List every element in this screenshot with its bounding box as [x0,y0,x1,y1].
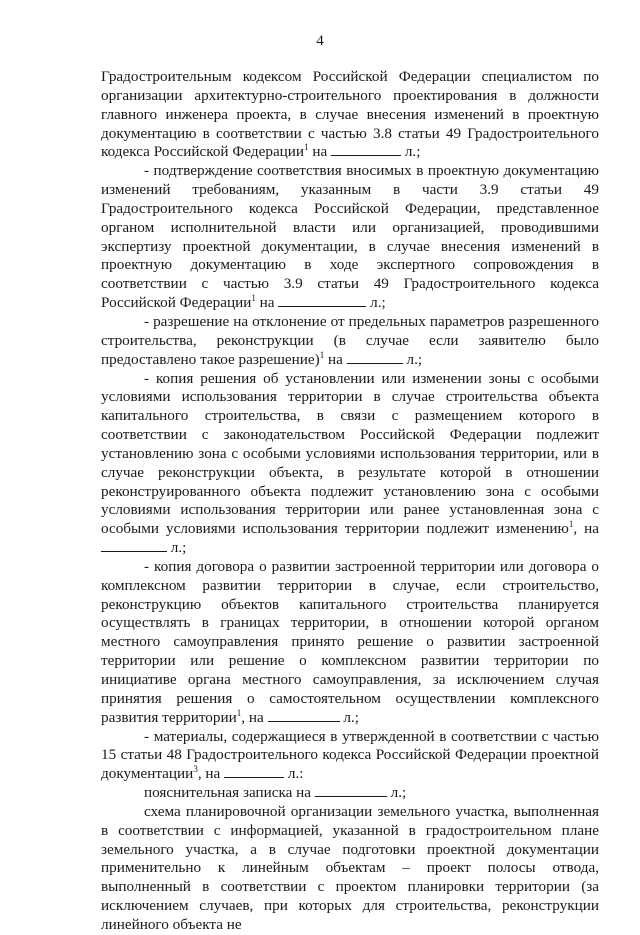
sheet-count-blank [101,539,167,552]
footnote-mark: 1 [236,707,242,718]
sheet-count-prefix: на [255,294,279,312]
sheet-count-suffix: л.; [366,294,386,312]
paragraph-3 [101,313,599,370]
sheet-count-blank [278,294,366,307]
sheet-count-blank [331,143,401,156]
paragraph-text: - подтверждение соответствия вносимых в проектную документацию изменений требованиям, указанным в части 3.9 статьи 49 Градостроительного кодекса Российской Федерации, представленное органом исполнительной власти или организацией, проводившими экспертизу проектной документации, в случае внесения изменений в проектную документацию в ходе экспертного сопровождения в соответствии с частью 3.9 статьи 49 Градостроительного кодекса Российской Федерации [101,162,599,312]
footnote-mark: 3 [193,764,198,775]
footnote-mark: 1 [568,519,574,530]
paragraph-1 [101,68,599,162]
paragraph-text: - разрешение на отклонение от предельных параметров разрешенного строительства, реконструкции (в случае если заявителю было предоставлено такое разрешение) [101,312,599,368]
sheet-count-suffix: л.; [401,143,421,161]
sheet-count-prefix: на [308,143,332,161]
sheet-count-blank [347,351,403,364]
sheet-count-prefix: , на [241,708,268,726]
paragraph-text: - копия решения об установлении или изменении зоны с особыми условиями использования территории в случае строительства объекта капитального строительства, в связи с размещением которого в соответствии с законодательством Российской Федерации подлежит установлению зона с особыми условиями использования территории, или в случае реконструкции объекта, в результате которой в отношении реконструированного объекта подлежит установлению зона с особыми условиями использования территории или ранее установленная зона с особыми условиями использования территории подлежит изменению [101,369,599,538]
paragraph-text: пояснительная записка [144,784,293,802]
sheet-count-blank [268,709,340,722]
page-number: 4 [316,33,324,49]
sheet-count-blank [224,765,284,778]
footnote-mark: 1 [319,349,325,360]
sheet-count-suffix: л.; [167,539,187,557]
paragraph-4 [101,370,599,558]
sheet-count-prefix: , на [573,520,599,538]
sheet-count-prefix: на [324,350,347,368]
sheet-count-blank [315,784,387,797]
paragraph-2 [101,162,599,313]
paragraph-7 [101,784,599,803]
document-body [101,68,599,935]
paragraph-text: - материалы, содержащиеся в утвержденной в соответствии с частью 15 статьи 48 Градостроительного кодекса Российской Федерации проектной документации [101,727,599,783]
sheet-count-suffix: л.; [402,350,423,368]
footnote-mark: 1 [251,293,256,304]
paragraph-6 [101,728,599,785]
paragraph-5 [101,558,599,728]
sheet-count-suffix: л.; [386,784,407,802]
sheet-count-suffix: л.: [284,765,304,783]
sheet-count-suffix: л.; [339,708,359,726]
paragraph-text: схема планировочной организации земельного участка, выполненная в соответствии с информацией, указанной в градостроительном плане земельного участка, а в случае подготовки проектной документации применительно к линейным объектам – проект полосы отвода, выполненный в соответствии с проектом планировки территории (за исключением случаев, при которых для строительства, реконструкции линейного объекта не [101,802,599,933]
footnote-mark: 1 [304,142,309,153]
paragraph-8 [101,803,599,935]
sheet-count-prefix: на [292,784,315,802]
paragraph-text: Градостроительным кодексом Российской Федерации специалистом по организации архитектурно-строительного проектирования в должности главного инженера проекта, в случае внесения изменений в проектную документацию в соответствии с частью 3.8 статьи 49 Градостроительного кодекса Российской Федерации [101,68,599,161]
paragraph-text: - копия договора о развитии застроенной территории или договора о комплексном развитии территории в случае, если строительство, реконструкцию объектов капитального строительства планируется осуществлять в границах территории, в отношении которой органом местного самоуправления принято решение о развитии застроенной территории или решение о комплексном развитии территории по инициативе органа местного самоуправления, за исключением случая принятия решения о самостоятельном осуществлении комплексного развития территории [101,557,599,726]
sheet-count-prefix: , на [197,765,225,783]
